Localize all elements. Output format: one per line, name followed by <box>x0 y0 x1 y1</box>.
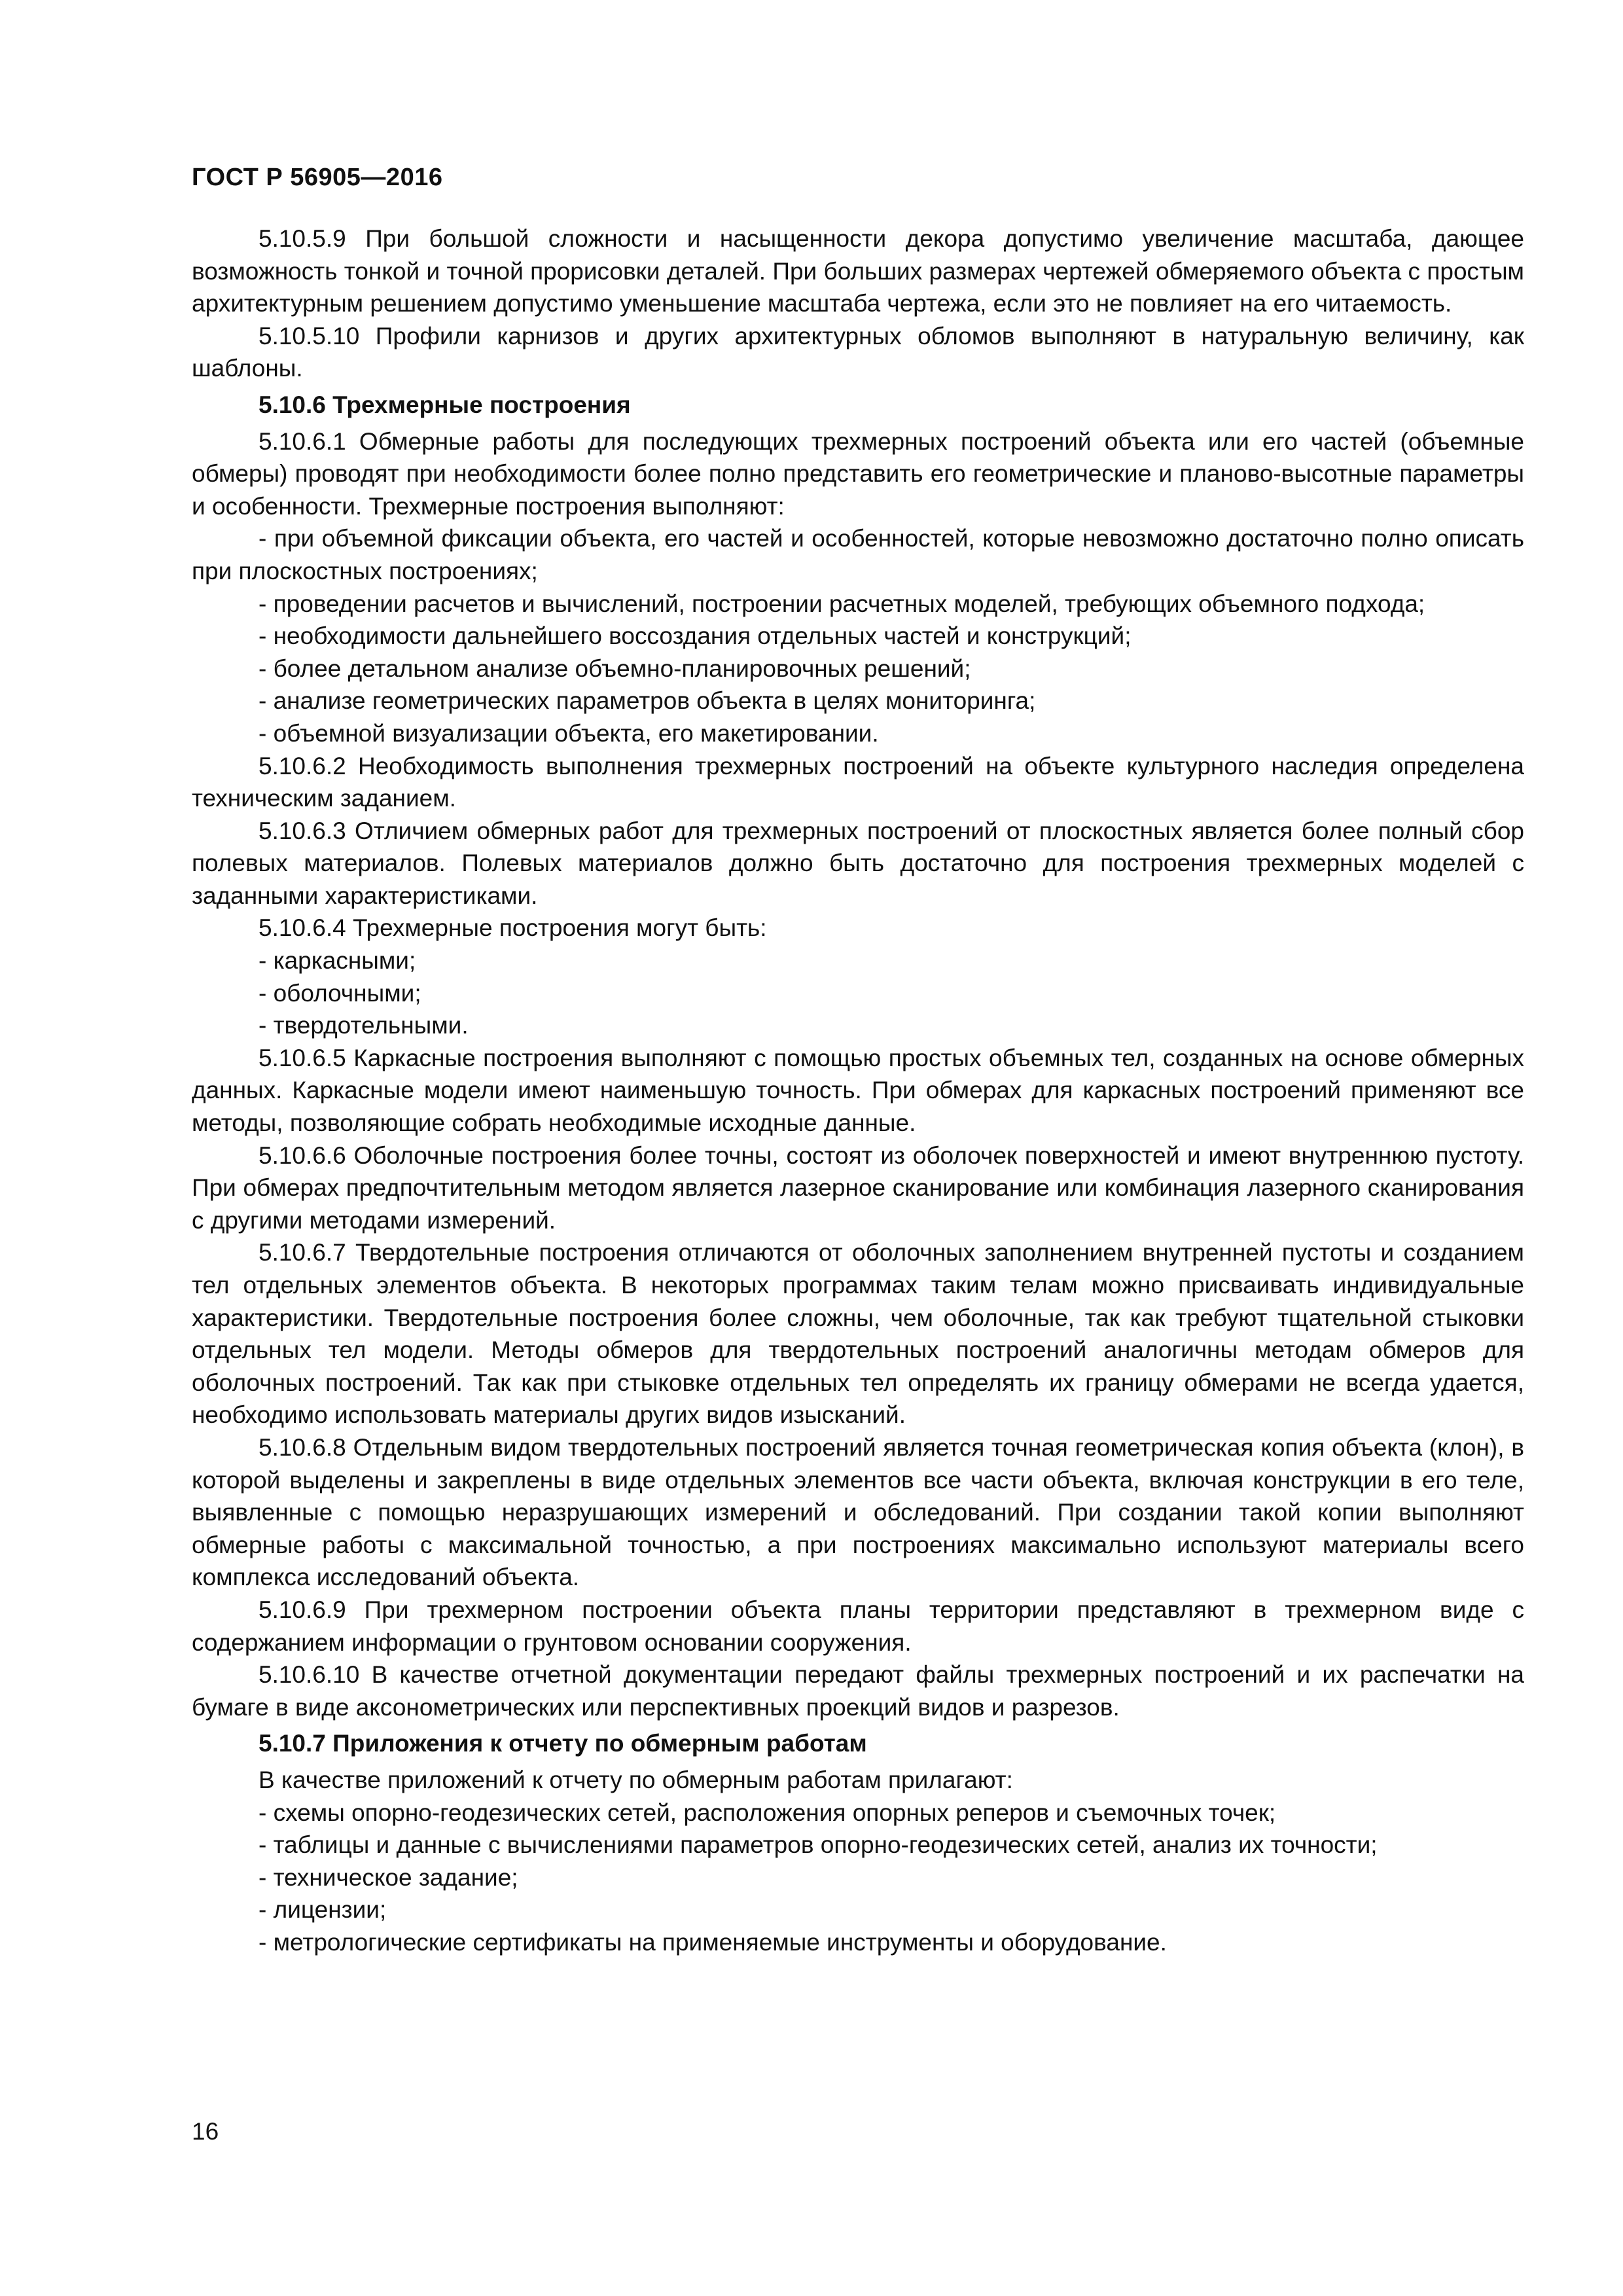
paragraph-5-10-5-10: 5.10.5.10 Профили карнизов и других архитектурных обломов выполняют в натуральную величину, как шаблоны. <box>192 322 1524 382</box>
list-item: - оболочными; <box>259 979 421 1007</box>
paragraph-5-10-6-4: 5.10.6.4 Трехмерные построения могут быть: <box>259 914 767 942</box>
paragraph-5-10-5-9: 5.10.5.9 При большой сложности и насыщенности декора допустимо увеличение масштаба, дающее возможность тонкой и точной прорисовки деталей. При больших размерах чертежей обмеряемого объекта с простым архитектурным решением допустимо уменьшение масштаба чертежа, если это не повлияет на его читаемость. <box>192 225 1524 317</box>
page-number: 16 <box>192 2118 219 2145</box>
document-body <box>192 223 1524 1958</box>
paragraph-5-10-6-5: 5.10.6.5 Каркасные построения выполняют с помощью простых объемных тел, созданных на основе обмерных данных. Каркасные модели имеют наименьшую точность. При обмерах для каркасных построений применяют все методы, позволяющие собрать необходимые исходные данные. <box>192 1044 1524 1137</box>
list-item: - метрологические сертификаты на применяемые инструменты и оборудование. <box>259 1928 1167 1956</box>
list-item: - анализе геометрических параметров объекта в целях мониторинга; <box>259 687 1036 715</box>
paragraph-5-10-6-6: 5.10.6.6 Оболочные построения более точны, состоят из оболочек поверхностей и имеют внутреннюю пустоту. При обмерах предпочтительным методом является лазерное сканирование или комбинация лазерного сканирования с другими методами измерений. <box>192 1141 1524 1234</box>
heading-5-10-7: 5.10.7 Приложения к отчету по обмерным работам <box>259 1730 867 1757</box>
list-item: - лицензии; <box>259 1896 387 1924</box>
list-item: - твердотельными. <box>259 1012 469 1039</box>
list-item: - при объемной фиксации объекта, его частей и особенностей, которые невозможно достаточно полно описать при плоскостных построениях; <box>192 525 1524 584</box>
heading-5-10-6: 5.10.6 Трехмерные построения <box>259 391 631 418</box>
list-item: - объемной визуализации объекта, его макетировании. <box>259 719 879 747</box>
paragraph-5-10-6-1: 5.10.6.1 Обмерные работы для последующих трехмерных построений объекта или его частей (объемные обмеры) проводят при необходимости более полно представить его геометрические и планово-высотные параметры и особенности. Трехмерные построения выполняют: <box>192 427 1524 520</box>
paragraph-5-10-6-10: 5.10.6.10 В качестве отчетной документации передают файлы трехмерных построений и их распечатки на бумаге в виде аксонометрических или перспективных проекций видов и разрезов. <box>192 1661 1524 1721</box>
paragraph-5-10-6-7: 5.10.6.7 Твердотельные построения отличаются от оболочных заполнением внутренней пустоты и созданием тел отдельных элементов объекта. В некоторых программах таким телам можно присваивать индивидуальные характеристики. Твердотельные построения более сложны, чем оболочные, так как требуют тщательной стыковки отдельных тел модели. Методы обмеров для твердотельных построений аналогичны методам обмеров для оболочных построений. Так как при стыковке отдельных тел определять их границу обмерами не всегда удается, необходимо использовать материалы других видов изысканий. <box>192 1239 1524 1429</box>
list-item: - схемы опорно-геодезических сетей, расположения опорных реперов и съемочных точек; <box>259 1799 1276 1826</box>
paragraph-5-10-7-intro: В качестве приложений к отчету по обмерным работам прилагают: <box>259 1766 1013 1793</box>
list-item: - проведении расчетов и вычислений, построении расчетных моделей, требующих объемного подхода; <box>259 590 1425 617</box>
list-item: - каркасными; <box>259 947 416 975</box>
list-item: - техническое задание; <box>259 1863 518 1891</box>
list-item: - более детальном анализе объемно-планировочных решений; <box>259 655 971 682</box>
paragraph-5-10-6-9: 5.10.6.9 При трехмерном построении объекта планы территории представляют в трехмерном виде с содержанием информации о грунтовом основании сооружения. <box>192 1596 1524 1656</box>
standard-header: ГОСТ Р 56905—2016 <box>192 164 443 191</box>
paragraph-5-10-6-8: 5.10.6.8 Отдельным видом твердотельных построений является точная геометрическая копия объекта (клон), в которой выделены и закреплены в виде отдельных элементов все части объекта, включая конструкции в его теле, выявленные с помощью неразрушающих измерений и обследований. При создании такой копии выполняют обмерные работы с максимальной точностью, а при построениях максимально используют материалы всего комплекса исследований объекта. <box>192 1433 1524 1591</box>
paragraph-5-10-6-3: 5.10.6.3 Отличием обмерных работ для трехмерных построений от плоскостных является более полный сбор полевых материалов. Полевых материалов должно быть достаточно для построения трехмерных моделей с заданными характеристиками. <box>192 817 1524 909</box>
list-item: - таблицы и данные с вычислениями параметров опорно-геодезических сетей, анализ их точности; <box>259 1831 1378 1859</box>
list-item: - необходимости дальнейшего воссоздания отдельных частей и конструкций; <box>259 622 1132 650</box>
paragraph-5-10-6-2: 5.10.6.2 Необходимость выполнения трехмерных построений на объекте культурного наследия определена техническим заданием. <box>192 752 1524 812</box>
